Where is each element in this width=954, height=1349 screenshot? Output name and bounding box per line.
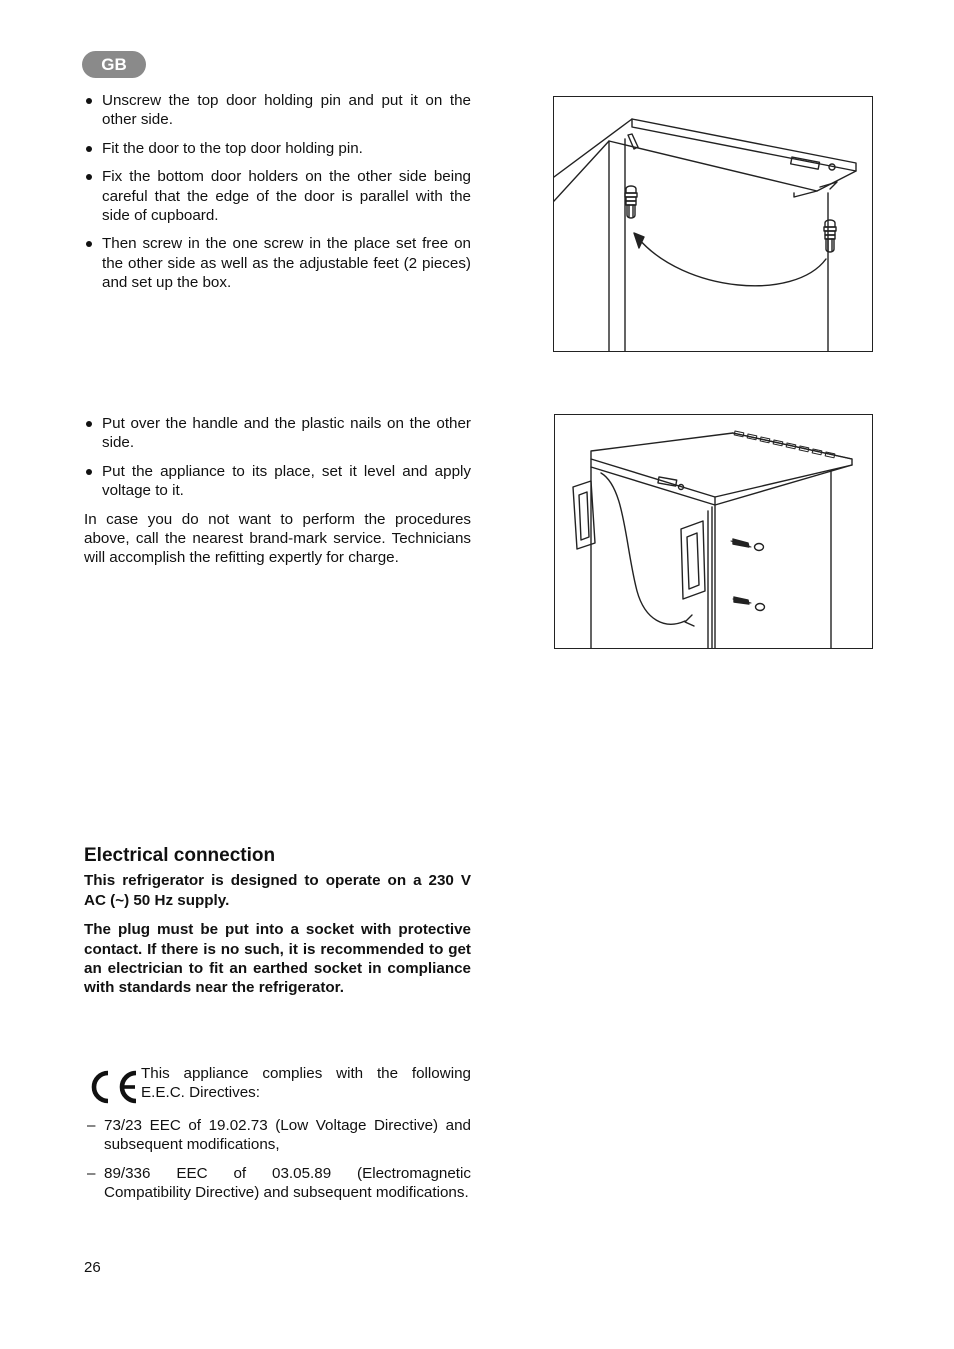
handle-instructions	[84, 414, 471, 568]
service-note: In case you do not want to perform the procedures above, call the nearest brand-mark service. Technicians will accomplish the refitting expertly for charge.	[84, 510, 471, 567]
directive-item: – 89/336 EEC of 03.05.89 (Electromagnetic Compatibility Directive) and subsequent modifications.	[84, 1164, 471, 1203]
directive-list	[84, 1116, 471, 1203]
handle-illustration	[554, 414, 873, 649]
voltage-requirement: This refrigerator is designed to operate on a 230 V AC (~) 50 Hz supply.	[84, 872, 471, 909]
instruction-item: Then screw in the one screw in the place set free on the other side as well as the adjustable feet (2 pieces) and set up the box.	[84, 234, 471, 292]
compliance-intro: This appliance complies with the following E.E.C. Directives:	[141, 1065, 471, 1102]
section-heading: Electrical connection	[84, 845, 276, 866]
instruction-item: Unscrew the top door holding pin and put it on the other side.	[84, 91, 471, 130]
instruction-item: Fit the door to the top door holding pin.	[84, 139, 471, 158]
instruction-item: Put over the handle and the plastic nails on the other side.	[84, 414, 471, 453]
language-badge: GB	[82, 51, 146, 78]
socket-requirement: The plug must be put into a socket with protective contact. If there is no such, it is recommended to get an electrician to fit an earthed socket in compliance with standards near the refrigerator.	[84, 921, 471, 997]
compliance-section	[84, 1064, 471, 1212]
instruction-list	[84, 414, 471, 501]
ce-mark-icon	[87, 1067, 141, 1107]
instruction-item: Fix the bottom door holders on the other side being careful that the edge of the door is parallel with the side of cupboard.	[84, 167, 471, 225]
door-pin-instructions	[84, 91, 471, 302]
directive-item: – 73/23 EEC of 19.02.73 (Low Voltage Directive) and subsequent modifications,	[84, 1116, 471, 1155]
door-pin-illustration	[553, 96, 873, 352]
electrical-connection-section	[84, 846, 471, 1008]
page-number: 26	[84, 1259, 101, 1276]
instruction-item: Put the appliance to its place, set it level and apply voltage to it.	[84, 462, 471, 501]
instruction-list	[84, 91, 471, 293]
